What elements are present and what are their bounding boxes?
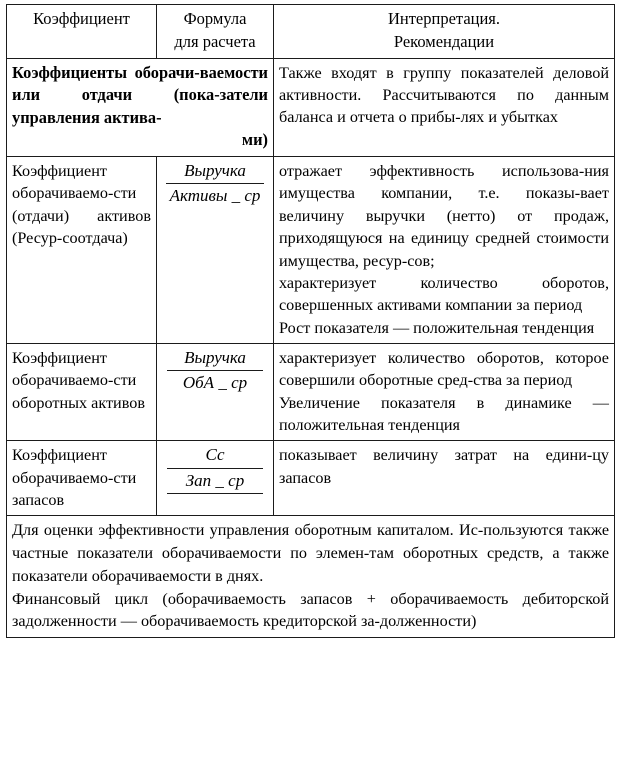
footer-note-cell [7,516,615,637]
footer-note-paragraph: Финансовый цикл (оборачиваемость запасов + оборачиваемость дебиторской задолженности — оборачиваемость кредиторской за-долженности) [12,589,609,631]
fraction-denominator: ОбА _ ср [182,373,248,393]
ratio-name-cell [7,343,157,440]
ratio-name-text: Коэффициент оборачиваемо-сти запасов [12,446,137,510]
table-row [7,343,615,440]
header-cell-interpretation [274,5,615,59]
interpretation-paragraph: показывает величину затрат на едини-цу запасов [279,446,609,487]
fraction [167,444,263,493]
ratio-formula-cell [157,343,274,440]
ratio-interpretation-cell [274,157,615,344]
fraction-numerator: Выручка [166,160,265,184]
group-title-cell [7,58,274,157]
ratio-formula-cell [157,441,274,516]
group-title-tail: ми) [241,130,268,150]
ratio-name-cell [7,441,157,516]
ratio-name-cell [7,157,157,344]
header-cell-coefficient [7,5,157,59]
fraction [167,347,263,394]
interpretation-paragraph: отражает эффективность использова-ния имущества компании, т.е. показы-вает величину выручки (нетто) от продаж, приходящуюся на единицу средней стоимости имущества, ресур-сов; [279,162,609,270]
fraction [166,160,265,207]
ratio-interpretation-cell [274,441,615,516]
group-title-text: Коэффициенты оборачи-ваемости или отдачи (пока-затели управления актива- [12,62,268,127]
header-interpretation-line1: Интерпретация. [387,9,501,28]
table-row [7,441,615,516]
fraction-numerator: Выручка [167,347,263,371]
header-interpretation-line2: Рекомендации [393,31,495,51]
header-cell-formula [157,5,274,59]
group-interpretation-text: Также входят в группу показателей деловой активности. Рассчитываются по данным баланса и отчета о прибы-лях и убытках [279,63,609,127]
interpretation-paragraph: Рост показателя — положительная тенденция [279,318,595,337]
fraction-numerator: Сс [167,444,263,468]
interpretation-paragraph: характеризует количество оборотов, которое совершили оборотные сред-ства за период [279,348,609,390]
ratio-formula-cell [157,157,274,344]
table-row-group-heading [7,58,615,157]
group-interpretation-cell [274,58,615,157]
table-row [7,157,615,344]
document-page [0,4,622,758]
table-header-row [7,5,615,59]
footer-note-paragraph: Для оценки эффективности управления оборотным капиталом. Ис-пользуются также частные показатели оборачиваемости по элемен-там оборотных средств, а также показатели оборачиваемости в днях. [12,521,609,585]
financial-ratios-table [6,4,615,638]
header-formula-line1: Формула [183,9,247,28]
interpretation-paragraph: характеризует количество оборотов, совершенных активами компании за период [279,273,609,315]
interpretation-paragraph: Увеличение показателя в динамике — положительная тенденция [279,393,609,435]
ratio-name-text: Коэффициент оборачиваемо-сти (отдачи) активов (Ресур-соотдача) [12,162,151,248]
header-coefficient-label: Коэффициент [33,9,130,28]
fraction-denominator: Зап _ ср [167,469,263,494]
ratio-name-text: Коэффициент оборачиваемо-сти оборотных активов [12,348,145,412]
fraction-denominator: Активы _ ср [169,186,261,206]
ratio-interpretation-cell [274,343,615,440]
table-row-footer-note [7,516,615,637]
header-formula-line2: для расчета [174,31,256,51]
